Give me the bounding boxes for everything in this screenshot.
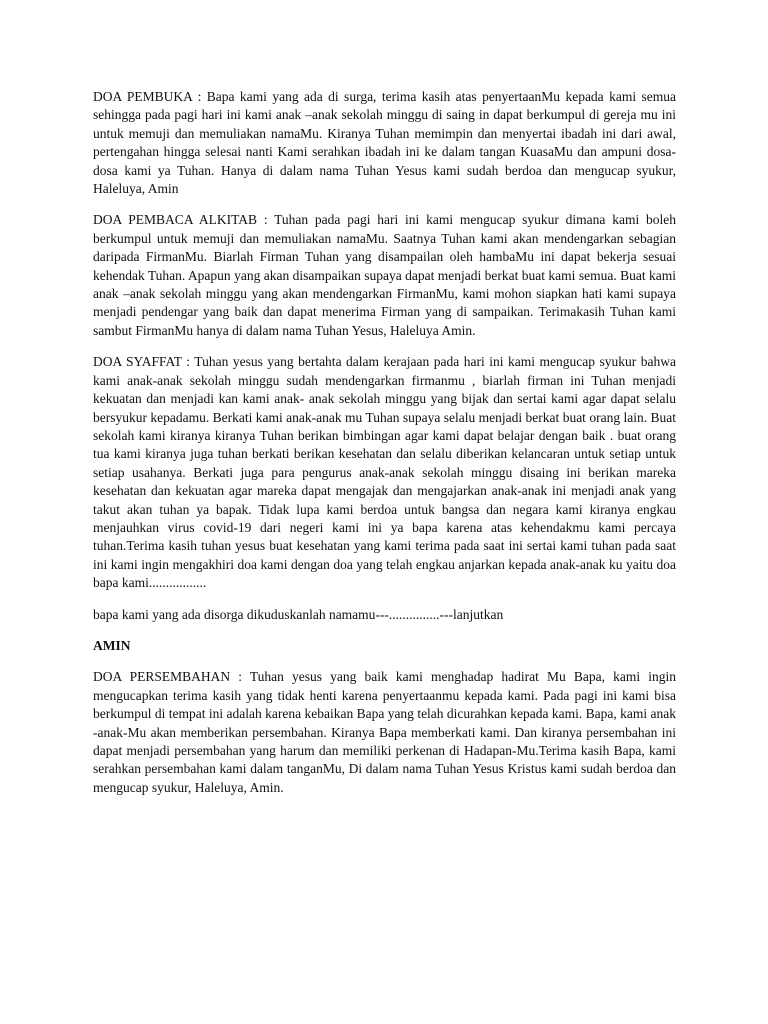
doa-pembaca-alkitab-paragraph: DOA PEMBACA ALKITAB : Tuhan pada pagi hari ini kami mengucap syukur dimana kami boleh berkumpul untuk memuji dan memuliakan namaMu. Saatnya Tuhan kami akan mendengarkan sebagian daripada FirmanMu. Biarlah Firman Tuhan yang disampailan oleh hambaMu ini dapat bekerja sesuai kehendak Tuhan. Apapun yang akan disampaikan supaya dapat menjadi berkat buat kami semua. Buat kami anak –anak sekolah minggu yang akan mendengarkan FirmanMu, kami mohon siapkan hati kami supaya menjadi pendengar yang baik dan dapat menerima Firman yang di sampaikan. Terimakasih Tuhan kami sambut FirmanMu hanya di dalam nama Tuhan Yesus, Haleluya Amin.	[93, 212, 676, 338]
amin-heading: AMIN	[93, 637, 131, 653]
doa-syaffat-paragraph: DOA SYAFFAT : Tuhan yesus yang bertahta dalam kerajaan pada hari ini kami mengucap syukur bahwa kami anak-anak sekolah minggu sudah mendengarkan firmanmu , biarlah firman ini Tuhan menjadi kekuatan dan menjadi kan kami anak- anak sekolah minggu yang bijak dan sertai kami agar dapat selalu bersyukur kepadamu. Berkati kami anak-anak mu Tuhan supaya selalu menjadi berkat buat orang lain. Buat sekolah kami kiranya kiranya Tuhan berikan bimbingan agar kami dapat belajar dengan baik . buat orang tua kami kiranya juga tuhan berkati berikan kesehatan dan selalu diberikan kelancaran untuk setiap untuk setiap usahanya. Berkati juga para pengurus anak-anak sekolah minggu disaing ini berikan mareka kesehatan dan kekuatan agar mareka dapat mengajak dan mengajarkan anak-anak ini menjadi anak yang takut akan tuhan ya bapak. Tidak lupa kami berdoa untuk bangsa dan negara kami kiranya engkau menjauhkan virus covid-19 dari negeri kami ini ya bapa karena atas kehendakmu kami percaya tuhan.Terima kasih tuhan yesus buat kesehatan yang kami terima pada saat ini sertai kami tuhan pada saat ini kami ingin mengakhiri doa kami dengan doa yang telah engkau anjarkan kepada anak-anak ku yaitu doa bapa kami.................	[93, 354, 676, 591]
doa-pembuka-paragraph: DOA PEMBUKA : Bapa kami yang ada di surga, terima kasih atas penyertaanMu kepada kami semua sehingga pada pagi hari ini kami anak –anak sekolah minggu di saing in dapat berkumpul di gereja mu ini untuk memuji dan memuliakan namaMu. Kiranya Tuhan memimpin dan menyertai ibadah ini dari awal, pertengahan hingga selesai nanti Kami serahkan ibadah ini ke dalam tangan KuasaMu dan ampuni dosa-dosa kami ya Tuhan. Hanya di dalam nama Tuhan Yesus kami sudah berdoa dan mengucap syukur, Haleluya, Amin	[93, 89, 676, 197]
document-page	[93, 88, 676, 810]
bapa-kami-line: bapa kami yang ada disorga dikuduskanlah namamu---...............---lanjutkan	[93, 606, 504, 622]
doa-persembahan-paragraph: DOA PERSEMBAHAN : Tuhan yesus yang baik kami menghadap hadirat Mu Bapa, kami ingin mengucapkan terima kasih yang tidak henti karena penyertaanmu kepada kami. Pada pagi ini kami bisa berkumpul di tempat ini adalah karena kebaikan Bapa yang telah dicurahkan kepada kami. Bapa, kami anak -anak-Mu akan memberikan persembahan. Kiranya Bapa memberkati kami. Dan kiranya persembahan ini dapat menjadi persembahan yang harum dan memiliki perkenan di Hadapan-Mu.Terima kasih Bapa, kami serahkan persembahan kami dalam tanganMu, Di dalam nama Tuhan Yesus Kristus kami sudah berdoa dan mengucap syukur, Haleluya, Amin.	[93, 669, 676, 795]
